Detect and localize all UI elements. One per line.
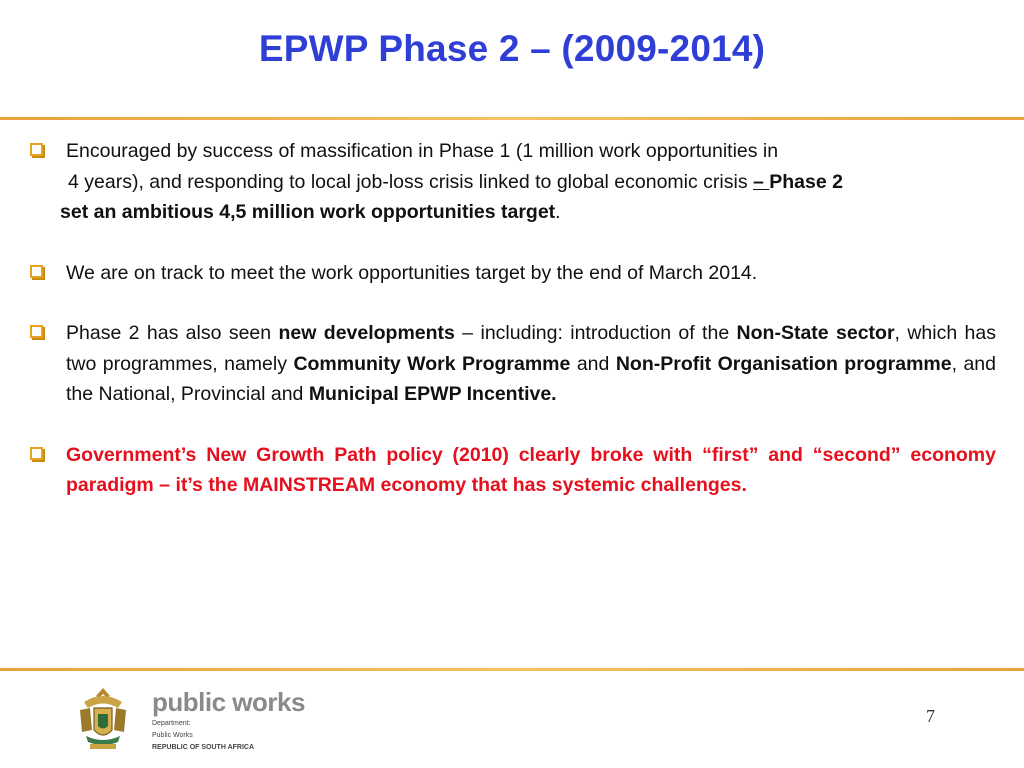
bullet-on-track (30, 258, 996, 289)
bullet-text: – including: introduction of the (454, 322, 737, 344)
bullet-end: . (555, 201, 561, 223)
bullet-text: Phase 2 has also seen (66, 322, 279, 344)
bullet-bold: Non-Profit Organisation programme (615, 352, 952, 375)
slide-title: EPWP Phase 2 – (2009-2014) (258, 28, 766, 69)
bullet-text: , and the National, Provincial and (66, 352, 997, 405)
bullet-text: We are on track to meet the work opportunities target by the end of March 2014. (66, 261, 758, 284)
coat-of-arms-icon (72, 684, 134, 754)
slide-content (30, 136, 996, 531)
bullet-square-icon (30, 143, 43, 156)
bullet-bold: Non-State sector (736, 322, 895, 344)
bullet-new-growth-path (30, 440, 996, 501)
bullet-bold: Community Work Programme (293, 352, 571, 375)
bullet-bold: new developments (278, 322, 455, 344)
bullet-text-red: Government’s New Growth Path policy (2010) clearly broke with “first” and “second” economy paradigm – it’s the MAINSTREAM economy that has systemic challenges. (66, 443, 996, 496)
bullet-square-icon (30, 447, 43, 460)
bullet-bold-target: set an ambitious 4,5 million work opportunities target (60, 201, 556, 223)
brand-sub-line2: Public Works (152, 732, 193, 739)
bullet-text: and (570, 352, 616, 375)
brand-sub-line3: REPUBLIC OF SOUTH AFRICA (152, 744, 255, 751)
bullet-dash: – (753, 170, 770, 193)
bullet-text-line1: Encouraged by success of massification in Phase 1 (1 million work opportunities in (66, 140, 779, 162)
brand-sub-line1: Department: (152, 720, 191, 727)
bullet-square-icon (30, 265, 43, 278)
bullet-bold-phase2: Phase 2 (769, 170, 843, 193)
bullet-square-icon (30, 325, 43, 338)
bullet-bold: Municipal EPWP Incentive. (308, 383, 557, 405)
bullet-text-line2: 4 years), and responding to local job-loss crisis linked to global economic crisis (68, 170, 753, 193)
page-number: 7 (926, 706, 935, 726)
top-divider (0, 117, 1024, 120)
bullet-phase1-success (30, 136, 996, 228)
brand-block (152, 688, 305, 752)
bullet-text: , which has two programmes, namely (66, 322, 996, 375)
bullet-new-developments (30, 318, 996, 410)
bottom-divider (0, 668, 1024, 671)
brand-name: public works (152, 687, 305, 717)
